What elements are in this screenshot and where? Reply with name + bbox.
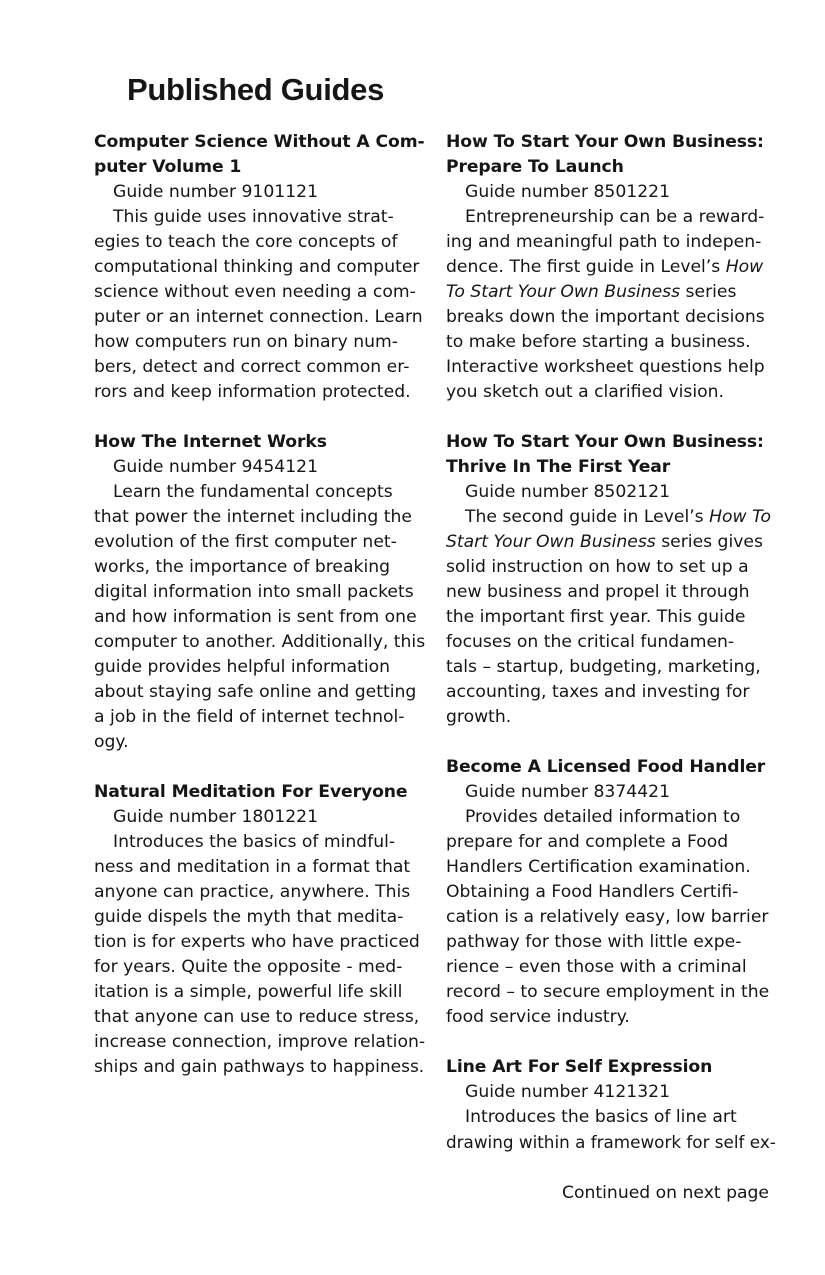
description-line <box>446 505 776 530</box>
description-line: Provides detailed information to <box>465 807 741 827</box>
description-line: that anyone can use to reduce stress, <box>94 1007 420 1027</box>
description-line: Interactive worksheet questions help <box>446 357 765 377</box>
description-line: focuses on the critical fundamen- <box>446 632 735 652</box>
description-line: rors and keep information protected. <box>94 382 411 402</box>
guide-number: Guide number 8501221 <box>465 182 671 202</box>
description-line: cation is a relatively easy, low barrier <box>446 907 769 927</box>
guide-entry <box>94 780 424 1080</box>
description-line: puter or an internet connection. Learn <box>94 307 423 327</box>
guide-number: Guide number 8502121 <box>465 482 671 502</box>
description-line: to make before starting a business. <box>446 332 751 352</box>
description-line: Handlers Certification examination. <box>446 857 751 877</box>
description-line: bers, detect and correct common er- <box>94 357 410 377</box>
guide-entry <box>94 430 424 755</box>
guide-description <box>446 205 776 405</box>
guide-entry <box>94 130 424 405</box>
continued-note: Continued on next page <box>562 1183 769 1203</box>
series-name-italic: How <box>725 257 764 277</box>
description-text: The second guide in Level’s <box>465 507 710 527</box>
description-line: breaks down the important decisions <box>446 307 765 327</box>
description-line: This guide uses innovative strat- <box>113 207 394 227</box>
guide-title-line: Computer Science Without A Com- <box>94 132 425 152</box>
description-line: drawing within a framework for self ex- <box>446 1132 776 1152</box>
guide-number: Guide number 1801221 <box>113 807 319 827</box>
right-column <box>446 130 776 1180</box>
description-line: computational thinking and computer <box>94 257 420 277</box>
description-line: evolution of the first computer net- <box>94 532 397 552</box>
guide-description <box>446 1105 776 1155</box>
description-line <box>446 280 776 305</box>
description-line: Entrepreneurship can be a reward- <box>465 207 765 227</box>
description-line: Introduces the basics of line art <box>465 1107 737 1127</box>
description-line: ships and gain pathways to happiness. <box>94 1057 425 1077</box>
series-name-italic: How To <box>709 507 771 527</box>
description-text: series <box>680 282 737 302</box>
description-line: guide dispels the myth that medita- <box>94 907 404 927</box>
series-name-italic: To Start Your Own Business <box>446 282 681 302</box>
description-line: works, the importance of breaking <box>94 557 391 577</box>
guide-number: Guide number 9101121 <box>113 182 319 202</box>
description-line: record – to secure employment in the <box>446 982 770 1002</box>
description-line: ogy. <box>94 732 129 752</box>
description-line: how computers run on binary num- <box>94 332 398 352</box>
guide-entry <box>446 755 776 1030</box>
description-line: ing and meaningful path to indepen- <box>446 232 762 252</box>
guide-number: Guide number 4121321 <box>465 1082 671 1102</box>
guide-title-line: Natural Meditation For Everyone <box>94 782 408 802</box>
description-line: tion is for experts who have practiced <box>94 932 420 952</box>
left-column <box>94 130 424 1105</box>
description-line: new business and propel it through <box>446 582 750 602</box>
description-line: accounting, taxes and investing for <box>446 682 750 702</box>
guide-entry <box>446 1055 776 1155</box>
guide-number: Guide number 8374421 <box>465 782 671 802</box>
guide-title <box>446 1055 776 1080</box>
guide-description <box>446 805 776 1030</box>
page-title: Published Guides <box>127 72 385 107</box>
description-line: egies to teach the core concepts of <box>94 232 398 252</box>
series-name-italic: Start Your Own Business <box>446 532 656 552</box>
guide-title-line: How To Start Your Own Business: <box>446 432 764 452</box>
description-line: itation is a simple, powerful life skill <box>94 982 403 1002</box>
guide-entry <box>446 430 776 730</box>
guide-title-line: How To Start Your Own Business: <box>446 132 764 152</box>
description-line: a job in the field of internet technol- <box>94 707 405 727</box>
description-line: you sketch out a clarified vision. <box>446 382 724 402</box>
guide-description <box>94 205 424 405</box>
description-line: science without even needing a com- <box>94 282 416 302</box>
guide-title <box>94 130 424 180</box>
guide-description <box>94 480 424 755</box>
description-line: ness and meditation in a format that <box>94 857 411 877</box>
guide-entry <box>446 130 776 405</box>
description-line <box>446 255 776 280</box>
guide-description <box>446 505 776 730</box>
guide-title-line: Line Art For Self Expression <box>446 1057 713 1077</box>
description-line: anyone can practice, anywhere. This <box>94 882 411 902</box>
description-line: computer to another. Additionally, this <box>94 632 426 652</box>
description-line: guide provides helpful information <box>94 657 391 677</box>
description-text: series gives <box>655 532 763 552</box>
guide-title <box>446 130 776 180</box>
description-line: Obtaining a Food Handlers Certifi- <box>446 882 739 902</box>
description-line <box>446 530 776 555</box>
description-text: dence. The first guide in Level’s <box>446 257 726 277</box>
description-line: tals – startup, budgeting, marketing, <box>446 657 761 677</box>
guide-title-line: Thrive In The First Year <box>446 457 671 477</box>
guide-title-line: Become A Licensed Food Handler <box>446 757 766 777</box>
description-line: solid instruction on how to set up a <box>446 557 749 577</box>
guide-title-line: Prepare To Launch <box>446 157 624 177</box>
description-line: that power the internet including the <box>94 507 412 527</box>
description-line: and how information is sent from one <box>94 607 417 627</box>
description-line: food service industry. <box>446 1007 630 1027</box>
guide-title-line: puter Volume 1 <box>94 157 242 177</box>
guide-title <box>94 780 424 805</box>
description-line: prepare for and complete a Food <box>446 832 729 852</box>
guide-number: Guide number 9454121 <box>113 457 319 477</box>
description-line: about staying safe online and getting <box>94 682 417 702</box>
description-line: growth. <box>446 707 512 727</box>
description-line: increase connection, improve relation- <box>94 1032 426 1052</box>
guide-title-line: How The Internet Works <box>94 432 327 452</box>
description-line: pathway for those with little expe- <box>446 932 742 952</box>
guide-description <box>94 830 424 1080</box>
description-line: Introduces the basics of mindful- <box>113 832 396 852</box>
guide-title <box>446 430 776 480</box>
description-line: the important first year. This guide <box>446 607 746 627</box>
guide-title <box>446 755 776 780</box>
description-line: for years. Quite the opposite - med- <box>94 957 403 977</box>
guide-title <box>94 430 424 455</box>
description-line: rience – even those with a criminal <box>446 957 747 977</box>
description-line: digital information into small packets <box>94 582 414 602</box>
description-line: Learn the fundamental concepts <box>113 482 393 502</box>
